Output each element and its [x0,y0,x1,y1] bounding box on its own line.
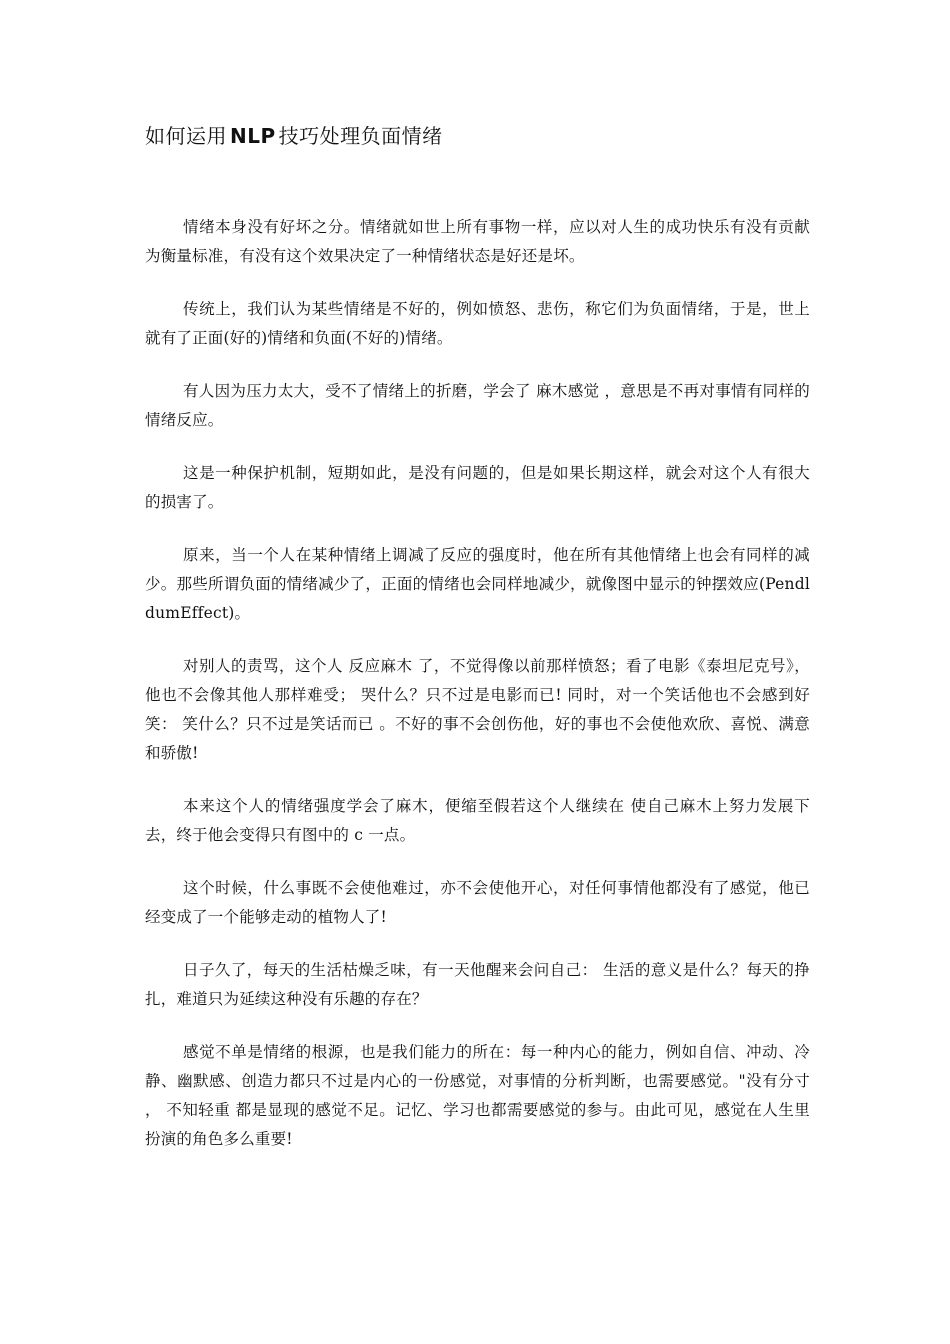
document-body [145,213,810,1178]
paragraph: 这是一种保护机制，短期如此，是没有问题的，但是如果长期这样，就会对这个人有很大的损害了。 [145,464,810,511]
paragraph: 日子久了，每天的生活枯燥乏味，有一天他醒来会问自己： 生活的意义是什么？每天的挣扎，难道只为延续这种没有乐趣的存在？ [145,961,810,1008]
title-part-nlp: NLP [230,124,276,148]
title-part-1: 如何运用 [145,124,227,148]
paragraph: 传统上，我们认为某些情绪是不好的，例如愤怒、悲伤，称它们为负面情绪，于是，世上就有了正面(好的)情绪和负面(不好的)情绪。 [145,300,810,347]
paragraph: 对别人的责骂，这个人 反应麻木 了，不觉得像以前那样愤怒；看了电影《泰坦尼克号》，他也不会像其他人那样难受； 哭什么？只不过是电影而已! 同时，对一个笑话他也不会感到好笑： 笑什么？只不过是笑话而已 。不好的事不会创伤他，好的事也不会使他欢欣、喜悦、满意和骄傲! [145,657,810,762]
paragraph: 感觉不单是情绪的根源，也是我们能力的所在：每一种内心的能力，例如自信、冲动、冷静、幽默感、创造力都只不过是内心的一份感觉，对事情的分析判断，也需要感觉。"没有分寸 ， 不知轻重 都是显现的感觉不足。记忆、学习也都需要感觉的参与。由此可见，感觉在人生里扮演的角色多么重要! [145,1043,810,1148]
paragraph: 有人因为压力太大，受不了情绪上的折磨，学会了 麻木感觉 ，意思是不再对事情有同样的情绪反应。 [145,382,810,429]
paragraph: 本来这个人的情绪强度学会了麻木，便缩至假若这个人继续在 使自己麻木上努力发展下去，终于他会变得只有图中的 c 一点。 [145,797,810,844]
paragraph: 原来，当一个人在某种情绪上调减了反应的强度时，他在所有其他情绪上也会有同样的减少。那些所谓负面的情绪减少了，正面的情绪也会同样地减少，就像图中显示的钟摆效应(PendldumEffect)。 [145,546,810,622]
title-part-3: 技巧处理负面情绪 [278,124,443,148]
document-title [145,122,443,150]
paragraph: 这个时候，什么事既不会使他难过，亦不会使他开心，对任何事情他都没有了感觉，他已经变成了一个能够走动的植物人了! [145,879,810,926]
paragraph: 情绪本身没有好坏之分。情绪就如世上所有事物一样，应以对人生的成功快乐有没有贡献为衡量标准，有没有这个效果决定了一种情绪状态是好还是坏。 [145,218,810,265]
